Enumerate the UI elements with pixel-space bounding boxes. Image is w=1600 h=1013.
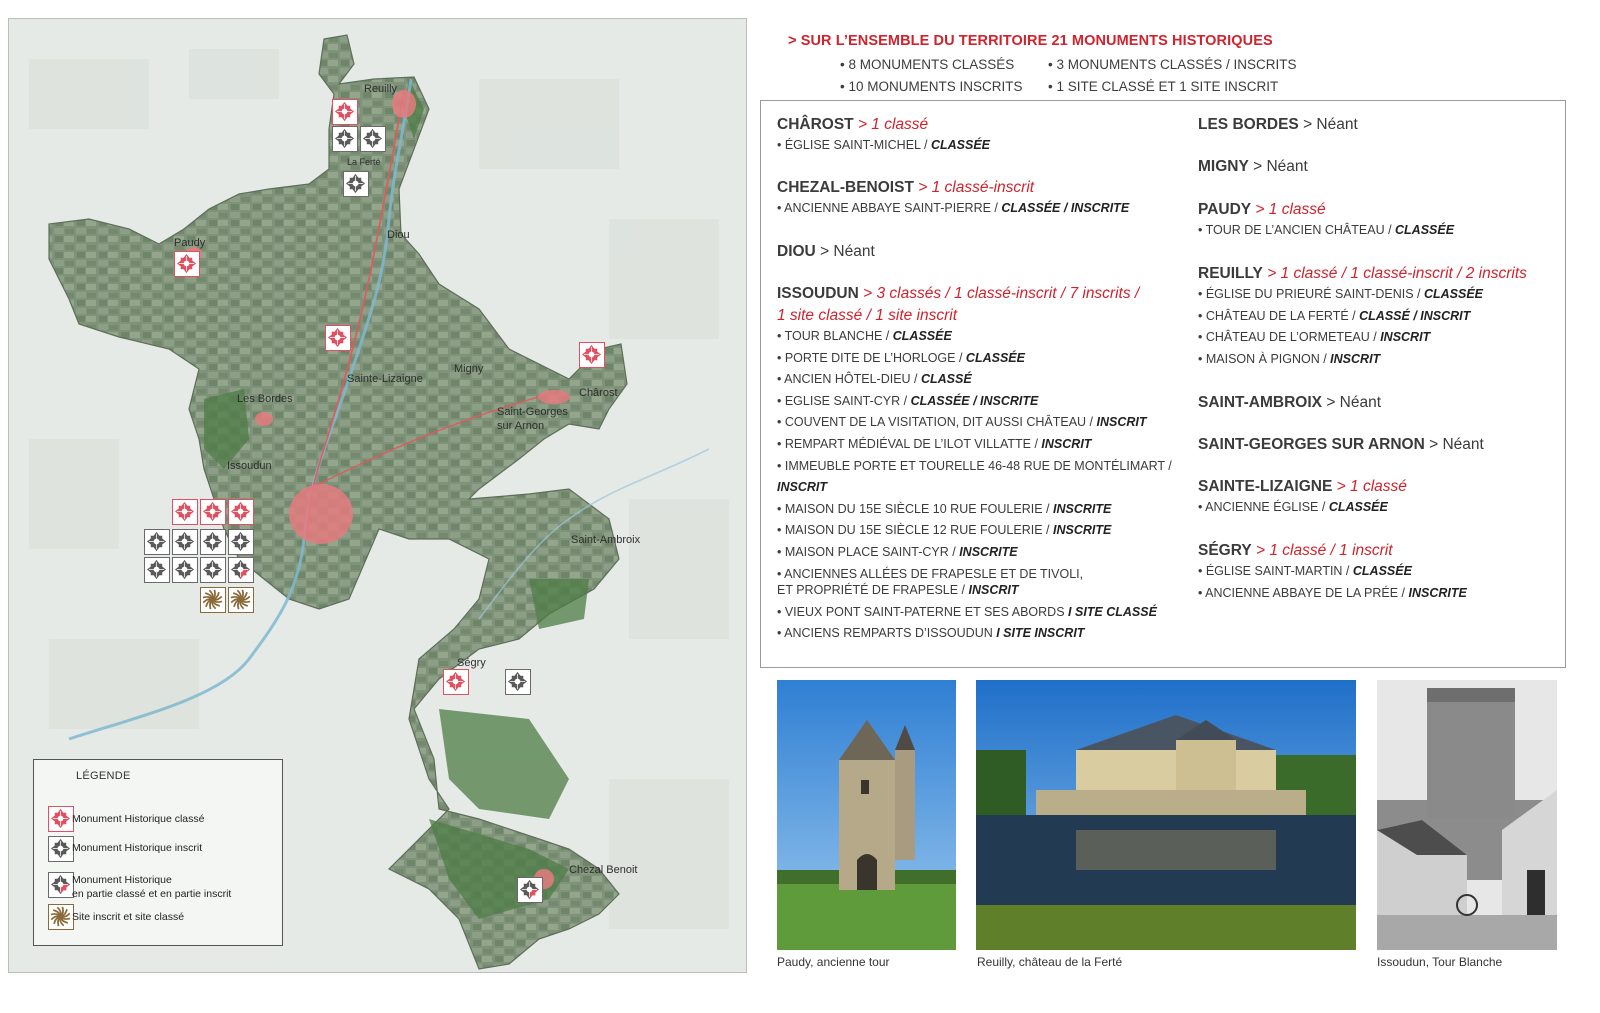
town-label-sainte-lizaigne: Sainte-Lizaigne [347, 373, 423, 385]
town-label-charost: Chârost [579, 387, 618, 399]
protection-status: CLASSÉ [920, 372, 972, 387]
monument-listing [760, 100, 1566, 668]
protection-status: CLASSÉE [892, 329, 952, 343]
inscrit-monument-icon[interactable] [505, 669, 531, 695]
protection-status: CLASSÉE [1423, 287, 1483, 301]
commune-neant: > Néant [820, 243, 875, 260]
inscrit-monument-icon[interactable] [144, 529, 170, 555]
inscrit-monument-icon[interactable] [343, 171, 369, 197]
legend-label-mixte-1: Monument Historique [72, 874, 172, 886]
commune-name: ISSOUDUN [777, 285, 859, 302]
monument-name: • ÉGLISE DU PRIEURÉ SAINT-DENIS / [1198, 287, 1424, 301]
photo-chateau-ferte [976, 680, 1356, 950]
monument-item [777, 582, 1019, 598]
monument-item [1198, 286, 1483, 302]
commune-issoudun [777, 284, 1139, 304]
commune-status-line-2: 1 site classé / 1 site inscrit [777, 307, 958, 324]
monument-item [1198, 351, 1380, 367]
commune-name: DIOU [777, 243, 816, 260]
map-legend [33, 759, 283, 946]
photo-tour-blanche [1377, 680, 1557, 950]
monument-name: • ANCIENS REMPARTS D’ISSOUDUN [777, 626, 997, 641]
town-label-segry: Ségry [457, 657, 486, 669]
protection-status: CLASSÉE [1328, 500, 1388, 514]
commune-name: LES BORDES [1198, 116, 1299, 133]
monument-name: • EGLISE SAINT-CYR / [777, 393, 911, 408]
town-label-paudy: Paudy [174, 237, 206, 249]
caption-paudy: Paudy, ancienne tour [777, 955, 890, 969]
monument-item [1198, 499, 1388, 515]
inscrit-monument-icon[interactable] [360, 126, 386, 152]
monument-name: • ÉGLISE SAINT-MICHEL / [777, 138, 931, 152]
protection-status: I SITE INSCRIT [996, 626, 1085, 641]
mixte-monument-icon[interactable] [517, 877, 543, 903]
commune-neant: > Néant [1429, 436, 1484, 453]
monument-item [777, 544, 1018, 560]
monument-name: • ÉGLISE SAINT-MARTIN / [1198, 564, 1353, 578]
protection-status: INSCRIT [1041, 437, 1092, 451]
classe-monument-icon[interactable] [172, 499, 198, 525]
monument-item [777, 137, 990, 153]
monument-item [1198, 585, 1467, 601]
inscrit-monument-icon[interactable] [332, 126, 358, 152]
monument-name: • TOUR DE L’ANCIEN CHÂTEAU / [1198, 223, 1396, 237]
caption-issoudun: Issoudun, Tour Blanche [1377, 955, 1503, 969]
commune-status: > 1 classé [1336, 478, 1407, 495]
town-label-diou: Diou [387, 229, 410, 241]
monument-item [777, 625, 1084, 641]
legend-row-site [48, 904, 74, 930]
monument-item [777, 566, 1083, 582]
monument-item [777, 350, 1025, 366]
inscrit-monument-icon[interactable] [172, 529, 198, 555]
monument-name: ET PROPRIÉTÉ DE FRAPESLE / [777, 582, 969, 597]
commune-name: CHEZAL-BENOIST [777, 179, 914, 196]
summary-title: > SUR L’ENSEMBLE DU TERRITOIRE 21 MONUMENTS HISTORIQUES [788, 33, 1273, 49]
site-icon[interactable] [200, 587, 226, 613]
commune-name: SÉGRY [1198, 542, 1252, 559]
protection-status: CLASSÉE [1395, 223, 1455, 237]
classe-monument-icon[interactable] [200, 499, 226, 525]
town-label-les-bordes: Les Bordes [237, 393, 293, 405]
monument-item [777, 393, 1038, 409]
monument-name: • MAISON PLACE SAINT-CYR / [777, 545, 960, 559]
protection-status: CLASSÉ / INSCRIT [1359, 308, 1471, 323]
protection-status: INSCRIT [1330, 351, 1381, 366]
monument-item [777, 371, 972, 387]
legend-row-classe [48, 806, 74, 832]
mixte-monument-icon [48, 872, 74, 898]
inscrit-monument-icon[interactable] [144, 557, 170, 583]
commune-status-continued [777, 306, 957, 326]
commune-diou [777, 242, 875, 262]
monument-name: • TOUR BLANCHE / [777, 329, 893, 343]
monument-item [777, 501, 1111, 517]
classe-monument-icon[interactable] [332, 99, 358, 125]
monument-item [777, 200, 1129, 216]
protection-status: INSCRIT [1380, 330, 1431, 345]
inscrit-monument-icon[interactable] [200, 557, 226, 583]
commune-saint-ambroix [1198, 393, 1381, 413]
inscrit-monument-icon [48, 836, 74, 862]
commune-status: > 1 classé [857, 116, 929, 133]
town-label-saint-georges: Saint-Georges [497, 406, 568, 418]
monument-item [1198, 222, 1454, 238]
monument-name: • ANCIENNE ÉGLISE / [1198, 500, 1329, 514]
inscrit-monument-icon[interactable] [228, 529, 254, 555]
legend-row-mixte [48, 872, 74, 898]
monument-name: • IMMEUBLE PORTE ET TOURELLE 46-48 RUE DE MONTÉLIMART / [777, 458, 1172, 473]
monument-name: • CHÂTEAU DE LA FERTÉ / [1198, 308, 1360, 323]
protection-status: INSCRITE [1408, 585, 1467, 600]
monument-name: • MAISON DU 15E SIÈCLE 10 RUE FOULERIE / [777, 501, 1053, 516]
commune-status: > 1 classé / 1 classé-inscrit / 2 inscrits [1267, 265, 1527, 282]
monument-name: • ANCIEN HÔTEL-DIEU / [777, 372, 921, 387]
commune-charost [777, 115, 928, 135]
monument-item [1198, 308, 1470, 324]
monument-name: • MAISON DU 15E SIÈCLE 12 RUE FOULERIE / [777, 523, 1053, 538]
classe-monument-icon[interactable] [228, 499, 254, 525]
commune-name: SAINTE-LIZAIGNE [1198, 478, 1333, 495]
town-label-chezal-benoit: Chezal Benoit [569, 864, 638, 876]
commune-chezal-benoist [777, 178, 1034, 198]
monument-name: • ANCIENNE ABBAYE SAINT-PIERRE / [777, 201, 1002, 215]
legend-label-inscrit: Monument Historique inscrit [72, 842, 203, 854]
summary-item-classes-inscrits: • 3 MONUMENTS CLASSÉS / INSCRITS [1048, 57, 1297, 72]
protection-status: CLASSÉE / INSCRITE [1001, 201, 1130, 215]
commune-status: > 1 classé-inscrit [918, 179, 1035, 196]
protection-status: INSCRITE [1052, 501, 1112, 516]
commune-name: PAUDY [1198, 201, 1252, 218]
commune-paudy [1198, 200, 1326, 220]
monument-name: • MAISON À PIGNON / [1198, 351, 1331, 366]
town-label-sur-arnon: sur Arnon [497, 420, 545, 432]
summary-item-classes: • 8 MONUMENTS CLASSÉS [840, 57, 1015, 72]
caption-reuilly: Reuilly, château de la Ferté [977, 955, 1123, 969]
commune-name: REUILLY [1198, 265, 1263, 282]
monument-name: • PORTE DITE DE L’HORLOGE / [777, 350, 966, 365]
photo-paudy-tower [777, 680, 956, 950]
commune-name: SAINT-AMBROIX [1198, 394, 1322, 411]
commune-segry [1198, 541, 1393, 561]
monument-item [777, 522, 1111, 538]
monument-item [777, 414, 1147, 430]
legend-label-classe: Monument Historique classé [72, 813, 205, 825]
monument-name: • REMPART MÉDIÉVAL DE L’ILOT VILLATTE / [777, 437, 1042, 451]
monument-item [1198, 329, 1430, 345]
protection-status: INSCRITE [1052, 523, 1112, 538]
legend-label-site: Site inscrit et site classé [72, 911, 185, 923]
commune-name: CHÂROST [777, 116, 854, 133]
classe-monument-icon[interactable] [443, 669, 469, 695]
monument-item [777, 458, 1172, 474]
mixte-monument-icon[interactable] [228, 557, 254, 583]
site-icon [48, 904, 74, 930]
summary-item-sites: • 1 SITE CLASSÉ ET 1 SITE INSCRIT [1048, 79, 1279, 94]
protection-status: CLASSÉE [1352, 564, 1412, 578]
commune-sainte-lizaigne [1198, 477, 1407, 497]
legend-row-inscrit [48, 836, 74, 862]
legend-label-mixte-2: en partie classé et en partie inscrit [72, 888, 232, 900]
monument-name: • COUVENT DE LA VISITATION, DIT AUSSI CHÂTEAU / [777, 415, 1097, 430]
summary-block [788, 33, 1273, 49]
monument-item [777, 328, 952, 344]
monument-name: • ANCIENNE ABBAYE DE LA PRÉE / [1198, 585, 1409, 600]
commune-name: SAINT-GEORGES SUR ARNON [1198, 436, 1425, 453]
commune-status: > 1 classé [1255, 201, 1326, 218]
site-icon[interactable] [228, 587, 254, 613]
protection-status: INSCRIT [968, 582, 1019, 597]
monument-item [777, 604, 1157, 620]
protection-status: CLASSÉE [930, 138, 990, 152]
classe-monument-icon [48, 806, 74, 832]
monument-name: • CHÂTEAU DE L’ORMETEAU / [1198, 330, 1381, 345]
inscrit-monument-icon[interactable] [200, 529, 226, 555]
summary-item-inscrits: • 10 MONUMENTS INSCRITS [840, 79, 1023, 94]
monument-item [777, 436, 1091, 452]
commune-les-bordes [1198, 115, 1358, 135]
town-label-migny: Migny [454, 363, 484, 375]
protection-status: CLASSÉE [965, 350, 1025, 365]
commune-reuilly [1198, 264, 1527, 284]
commune-status: > 1 classé / 1 inscrit [1256, 542, 1393, 559]
classe-monument-icon[interactable] [325, 325, 351, 351]
monument-name: • ANCIENNES ALLÉES DE FRAPESLE ET DE TIVOLI, [777, 566, 1084, 581]
classe-monument-icon[interactable] [174, 251, 200, 277]
protection-status: INSCRITE [959, 545, 1018, 559]
inscrit-monument-icon[interactable] [172, 557, 198, 583]
protection-status: I SITE CLASSÉ [1068, 604, 1157, 619]
commune-saint-georges-sur-arnon [1198, 435, 1484, 455]
monument-item [1198, 563, 1412, 579]
town-label-issoudun: Issoudun [227, 460, 272, 472]
legend-title: LÉGENDE [76, 770, 131, 782]
commune-neant: > Néant [1303, 116, 1358, 133]
commune-neant: > Néant [1326, 394, 1382, 411]
protection-status: INSCRIT [1096, 415, 1147, 430]
commune-name: MIGNY [1198, 158, 1249, 175]
protection-status: CLASSÉE / INSCRITE [910, 393, 1039, 408]
town-label-la-ferte: La Ferté [347, 157, 381, 167]
map-panel[interactable] [8, 18, 747, 973]
commune-status: > 3 classés / 1 classé-inscrit / 7 inscrits / [863, 285, 1140, 302]
town-label-reuilly: Reuilly [364, 83, 398, 95]
town-label-saint-ambroix: Saint-Ambroix [571, 534, 641, 546]
monument-item [777, 479, 827, 495]
commune-neant: > Néant [1253, 158, 1308, 175]
protection-status: INSCRIT [777, 480, 827, 495]
classe-monument-icon[interactable] [579, 342, 605, 368]
monument-name: • VIEUX PONT SAINT-PATERNE ET SES ABORDS [777, 604, 1069, 619]
commune-migny [1198, 157, 1308, 177]
